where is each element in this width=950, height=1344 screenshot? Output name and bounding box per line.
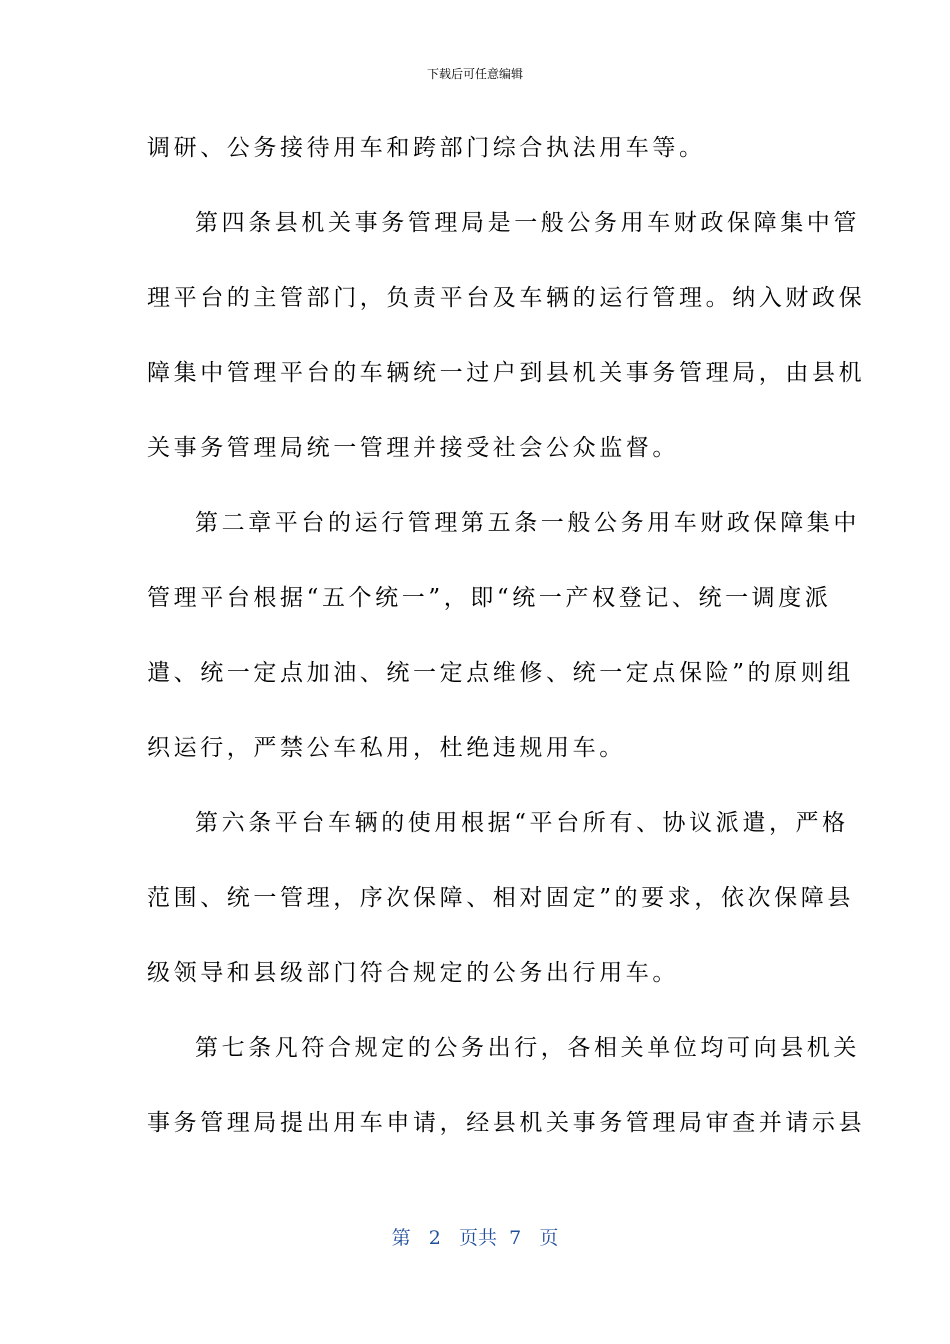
page-footer bbox=[0, 1226, 950, 1250]
body-line: 理平台的主管部门，负责平台及车辆的运行管理。纳入财政保 bbox=[147, 285, 866, 311]
footer-total-pages: 7 bbox=[509, 1227, 522, 1249]
body-line: 关事务管理局统一管理并接受社会公众监督。 bbox=[147, 435, 679, 461]
body-line: 调研、公务接待用车和跨部门综合执法用车等。 bbox=[147, 135, 706, 161]
page-header-note: 下载后可任意编辑 bbox=[426, 67, 523, 81]
body-line: 事务管理局提出用车申请，经县机关事务管理局审查并请示县 bbox=[147, 1110, 866, 1136]
body-line: 范围、统一管理，序次保障、相对固定”的要求，依次保障县 bbox=[147, 885, 854, 911]
footer-middle: 页共 bbox=[459, 1227, 498, 1249]
footer-current-page: 2 bbox=[428, 1227, 441, 1249]
body-line: 织运行，严禁公车私用，杜绝违规用车。 bbox=[147, 735, 626, 761]
body-line-article-4: 第四条县机关事务管理局是一般公务用车财政保障集中管 bbox=[195, 210, 860, 236]
body-line: 障集中管理平台的车辆统一过户到县机关事务管理局，由县机 bbox=[147, 360, 866, 386]
body-line: 遣、统一定点加油、统一定点维修、统一定点保险”的原则组 bbox=[147, 660, 854, 686]
body-line-article-7: 第七条凡符合规定的公务出行，各相关单位均可向县机关 bbox=[195, 1035, 860, 1061]
footer-prefix: 第 bbox=[391, 1227, 411, 1249]
footer-suffix: 页 bbox=[539, 1227, 559, 1249]
body-line-article-6: 第六条平台车辆的使用根据“平台所有、协议派遣，严格 bbox=[195, 810, 849, 836]
body-line-chapter-2: 第二章平台的运行管理第五条一般公务用车财政保障集中 bbox=[195, 510, 860, 536]
body-line: 级领导和县级部门符合规定的公务出行用车。 bbox=[147, 960, 679, 986]
document-body bbox=[147, 127, 866, 1177]
body-line: 管理平台根据“五个统一”，即“统一产权登记、统一调度派 bbox=[147, 585, 832, 611]
